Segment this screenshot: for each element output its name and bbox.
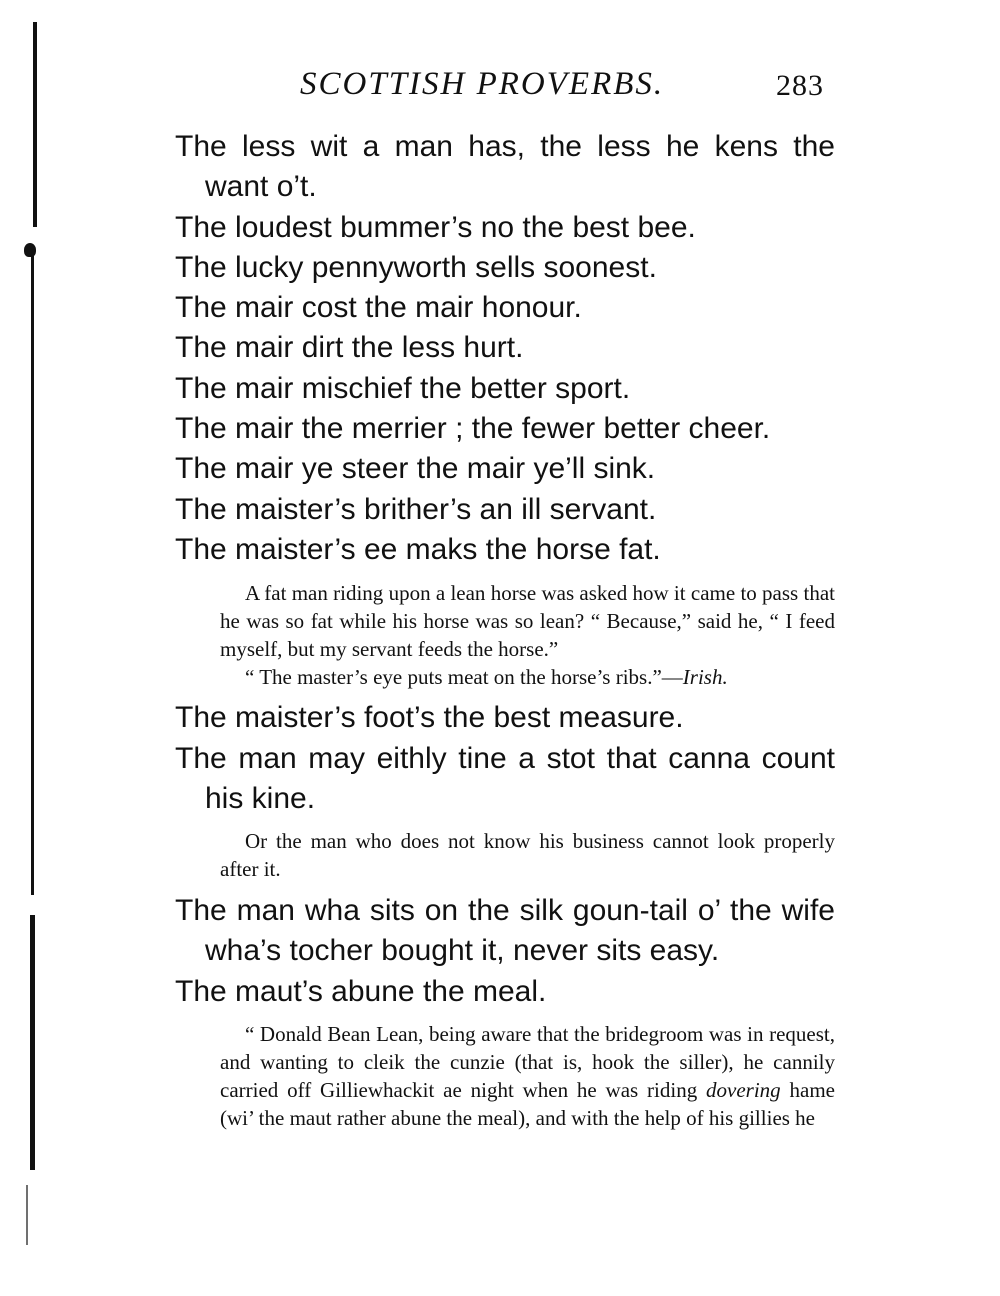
proverb: The loudest bummer’s no the best bee.: [175, 210, 696, 244]
note-paragraph: Or the man who does not know his business cannot look properly after it.: [220, 829, 835, 882]
proverb: The maister’s foot’s the best measure.: [175, 701, 684, 735]
proverb: The maister’s brither’s an ill servant.: [175, 492, 657, 526]
binding-edge-middle: [31, 245, 34, 895]
binding-edge-bottom: [30, 915, 35, 1170]
page-body: [175, 127, 835, 1132]
binding-edge-top: [33, 22, 37, 227]
note-text-after: hame (wi’ the maut rather abune the meal), and with the help of his gillies he: [220, 1078, 835, 1131]
note-quote: [220, 663, 835, 691]
proverb: The mair dirt the less hurt.: [175, 331, 524, 365]
commentary-note: [175, 827, 835, 883]
proverb: The less wit a man has, the less he kens the want o’t.: [175, 130, 835, 204]
note-text-before: “ Donald Bean Lean, being aware that the bridegroom was in request, and wanting to cleik the cunzie (that is, hook the siller), he cannily carried off Gilliewhackit ae night when he was riding: [220, 1022, 835, 1103]
note-paragraph: A fat man riding upon a lean horse was asked how it came to pass that he was so fat while his horse was so lean? “ Because,” said he, “ I feed myself, but my servant feeds the horse.”: [220, 581, 835, 662]
commentary-note: [175, 1020, 835, 1132]
binding-edge-tail: [26, 1185, 28, 1245]
proverb: The maut’s abune the meal.: [175, 974, 547, 1008]
page-number: 283: [776, 69, 824, 102]
proverb: The mair cost the mair honour.: [175, 291, 582, 325]
proverb: The lucky pennyworth sells soonest.: [175, 250, 657, 284]
binding-smudge: [24, 243, 36, 257]
proverb: The man wha sits on the silk goun-tail o’ the wife wha’s tocher bought it, never sits easy.: [175, 894, 835, 968]
proverb: The mair mischief the better sport.: [175, 371, 631, 405]
note-quote-text: “ The master’s eye puts meat on the horse’s ribs.”—: [245, 665, 683, 690]
note-italic-word: dovering: [706, 1078, 781, 1103]
proverb: The man may eithly tine a stot that canna count his kine.: [175, 741, 835, 815]
running-head: [300, 64, 830, 104]
proverb: The maister’s ee maks the horse fat.: [175, 532, 661, 566]
note-attribution: Irish.: [682, 665, 728, 690]
note-paragraph: [220, 1020, 835, 1132]
proverb: The mair ye steer the mair ye’ll sink.: [175, 452, 656, 486]
commentary-note: [175, 579, 835, 691]
running-title: SCOTTISH PROVERBS.: [300, 66, 665, 102]
proverb: The mair the merrier ; the fewer better cheer.: [175, 412, 771, 446]
